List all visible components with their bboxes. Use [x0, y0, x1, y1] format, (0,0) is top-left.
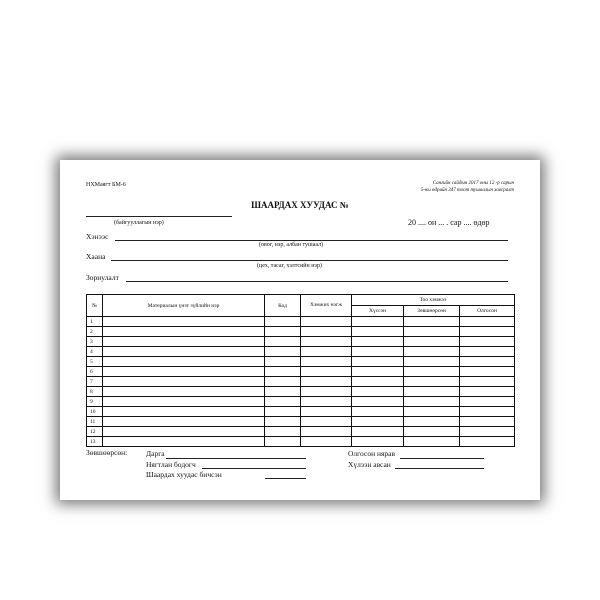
table-cell[interactable]: [301, 317, 352, 327]
table-cell[interactable]: [404, 337, 460, 347]
approval-note-line1: Сангийн сайдын 2017 оны 12 -р сарын: [432, 181, 514, 186]
table-cell[interactable]: [460, 377, 515, 387]
table-cell[interactable]: [352, 327, 404, 337]
table-cell[interactable]: [103, 397, 265, 407]
issued-by-label: Олгосон нярав: [348, 449, 396, 458]
row-number: 11: [87, 417, 103, 427]
table-row: [87, 347, 515, 357]
table-cell[interactable]: [404, 397, 460, 407]
requester-label: Хэнээс: [86, 232, 109, 241]
table-cell[interactable]: [301, 347, 352, 357]
table-row: [87, 377, 515, 387]
where-hint: (цех, тасаг, хэлтсийн нэр): [257, 263, 322, 269]
table-cell[interactable]: [265, 407, 301, 417]
row-number: 5: [87, 357, 103, 367]
table-cell[interactable]: [301, 437, 352, 447]
row-number: 6: [87, 367, 103, 377]
table-cell[interactable]: [265, 367, 301, 377]
approval-note-line2: 5-ны өдрийн 347 тоот тушаалын хавсралт: [420, 188, 514, 193]
table-cell[interactable]: [352, 417, 404, 427]
table-cell[interactable]: [301, 337, 352, 347]
table-cell[interactable]: [265, 317, 301, 327]
table-cell[interactable]: [404, 357, 460, 367]
table-cell[interactable]: [404, 437, 460, 447]
table-cell[interactable]: [103, 327, 265, 337]
col-header-quantity: Тоо хэмжээ: [352, 295, 515, 306]
col-header-code: Код: [265, 295, 301, 317]
table-cell[interactable]: [103, 317, 265, 327]
table-cell[interactable]: [301, 327, 352, 337]
table-cell[interactable]: [301, 417, 352, 427]
purpose-label: Зориулалт: [86, 273, 119, 282]
materials-table: [86, 294, 515, 447]
table-cell[interactable]: [103, 347, 265, 357]
table-cell[interactable]: [352, 437, 404, 447]
table-cell[interactable]: [265, 397, 301, 407]
row-number: 8: [87, 387, 103, 397]
table-row: [87, 367, 515, 377]
table-cell[interactable]: [460, 347, 515, 357]
table-cell[interactable]: [265, 327, 301, 337]
table-cell[interactable]: [301, 357, 352, 367]
table-cell[interactable]: [352, 397, 404, 407]
table-cell[interactable]: [352, 357, 404, 367]
org-name-hint: (байгууллагын нэр): [114, 220, 164, 226]
table-cell[interactable]: [352, 347, 404, 357]
row-number: 13: [87, 437, 103, 447]
table-cell[interactable]: [460, 437, 515, 447]
table-cell[interactable]: [460, 367, 515, 377]
received-by-sign-line[interactable]: [395, 468, 484, 469]
requisition-form-sheet: [60, 160, 540, 500]
row-number: 3: [87, 337, 103, 347]
table-cell[interactable]: [460, 357, 515, 367]
org-name-line[interactable]: [86, 216, 232, 217]
table-cell[interactable]: [352, 337, 404, 347]
accountant-sign-line[interactable]: [202, 468, 306, 469]
table-cell[interactable]: [404, 327, 460, 337]
where-line[interactable]: [111, 260, 508, 261]
table-cell[interactable]: [103, 417, 265, 427]
purpose-line[interactable]: [126, 281, 508, 282]
requester-sign-label: Шаардах хуудас бичсэн: [146, 470, 222, 479]
table-cell[interactable]: [103, 357, 265, 367]
requester-sign-line[interactable]: [265, 478, 306, 479]
table-cell[interactable]: [265, 357, 301, 367]
table-cell[interactable]: [265, 347, 301, 357]
table-cell[interactable]: [265, 437, 301, 447]
table-cell[interactable]: [301, 407, 352, 417]
table-cell[interactable]: [103, 437, 265, 447]
table-cell[interactable]: [404, 367, 460, 377]
table-cell[interactable]: [460, 337, 515, 347]
director-sign-line[interactable]: [166, 458, 306, 459]
table-row: [87, 417, 515, 427]
director-label: Дарга: [146, 449, 165, 458]
table-cell[interactable]: [352, 367, 404, 377]
col-header-unit: Хэмжих нэгж: [301, 295, 352, 317]
row-number: 12: [87, 427, 103, 437]
table-cell[interactable]: [404, 377, 460, 387]
row-number: 7: [87, 377, 103, 387]
table-cell[interactable]: [460, 417, 515, 427]
col-header-approved: Зөвшөөрсөн: [404, 306, 460, 317]
table-row: [87, 327, 515, 337]
col-header-issued: Олгосон: [460, 306, 515, 317]
table-cell[interactable]: [352, 387, 404, 397]
table-cell[interactable]: [265, 337, 301, 347]
table-cell[interactable]: [404, 347, 460, 357]
table-cell[interactable]: [265, 427, 301, 437]
table-row: [87, 407, 515, 417]
row-number: 1: [87, 317, 103, 327]
table-cell[interactable]: [460, 427, 515, 437]
table-cell[interactable]: [404, 387, 460, 397]
row-number: 2: [87, 327, 103, 337]
table-cell[interactable]: [103, 377, 265, 387]
table-row: [87, 427, 515, 437]
table-cell[interactable]: [103, 407, 265, 417]
table-cell[interactable]: [301, 377, 352, 387]
table-cell[interactable]: [103, 367, 265, 377]
form-code: НХМаягт БМ-6: [86, 182, 126, 188]
table-cell[interactable]: [301, 397, 352, 407]
table-cell[interactable]: [460, 407, 515, 417]
table-cell[interactable]: [103, 387, 265, 397]
table-cell[interactable]: [301, 367, 352, 377]
table-cell[interactable]: [404, 317, 460, 327]
table-cell[interactable]: [460, 327, 515, 337]
table-row: [87, 397, 515, 407]
table-row: [87, 357, 515, 367]
received-by-label: Хүлээн авсан: [348, 460, 391, 469]
table-cell[interactable]: [103, 337, 265, 347]
table-cell[interactable]: [301, 387, 352, 397]
row-number: 10: [87, 407, 103, 417]
col-header-no: №: [87, 295, 103, 317]
table-cell[interactable]: [265, 417, 301, 427]
table-cell[interactable]: [103, 427, 265, 437]
table-cell[interactable]: [404, 427, 460, 437]
requester-line[interactable]: [115, 240, 508, 241]
date-line: 20 .... он ... . сар .... өдөр: [408, 218, 490, 227]
table-row: [87, 437, 515, 447]
accountant-label: Нягтлан бодогч: [146, 460, 196, 469]
table-cell[interactable]: [352, 317, 404, 327]
table-cell[interactable]: [352, 427, 404, 437]
col-header-material: Материалын үнэт зүйлийн нэр: [103, 295, 265, 317]
col-header-requested: Хүссэн: [352, 306, 404, 317]
table-row: [87, 317, 515, 327]
table-row: [87, 337, 515, 347]
table-cell[interactable]: [352, 377, 404, 387]
requester-hint: (овог, нэр, албан тушаал): [259, 242, 324, 248]
row-number: 4: [87, 347, 103, 357]
table-cell[interactable]: [301, 427, 352, 437]
table-cell[interactable]: [352, 407, 404, 417]
table-cell[interactable]: [460, 387, 515, 397]
table-row: [87, 387, 515, 397]
table-cell[interactable]: [460, 397, 515, 407]
form-title: ШААРДАХ ХУУДАС №: [251, 200, 349, 210]
issued-by-sign-line[interactable]: [400, 458, 484, 459]
where-label: Хаана: [86, 252, 106, 261]
table-cell[interactable]: [265, 377, 301, 387]
table-cell[interactable]: [404, 417, 460, 427]
table-cell[interactable]: [404, 407, 460, 417]
table-cell[interactable]: [460, 317, 515, 327]
row-number: 9: [87, 397, 103, 407]
table-cell[interactable]: [265, 387, 301, 397]
approved-label: Зөвшөөрсөн:: [86, 448, 128, 457]
